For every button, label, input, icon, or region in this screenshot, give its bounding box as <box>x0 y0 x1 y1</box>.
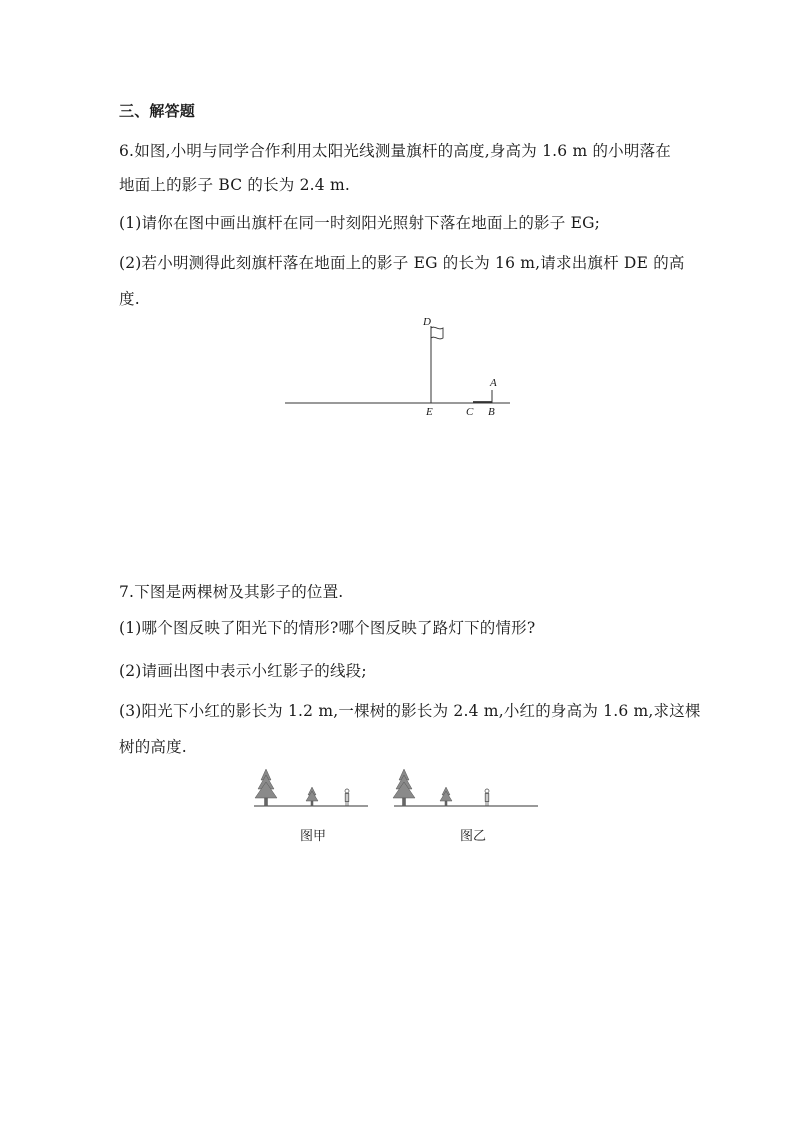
figure-b-caption: 图乙 <box>460 829 487 844</box>
section-title: 三、解答题 <box>119 102 196 120</box>
q7-figure-b <box>390 764 542 810</box>
q6-line-2: 地面上的影子 BC 的长为 2.4 m. <box>119 176 351 194</box>
tree-icon <box>393 769 415 806</box>
tree-icon <box>306 787 318 806</box>
person-icon <box>345 789 349 806</box>
flag-icon <box>431 327 443 339</box>
q6-flagpole-figure <box>280 312 520 422</box>
q6-part-2-line-2: 度. <box>119 290 140 308</box>
tree-icon <box>255 769 277 806</box>
figure-a-caption: 图甲 <box>300 829 327 844</box>
label-e: E <box>426 406 433 418</box>
q7-line-1: 7.下图是两棵树及其影子的位置. <box>119 583 344 601</box>
label-d: D <box>423 316 431 328</box>
q7-part-3-line-2: 树的高度. <box>119 738 187 756</box>
tree-icon <box>440 787 452 806</box>
label-b: B <box>488 406 495 418</box>
q7-part-2: (2)请画出图中表示小红影子的线段; <box>119 662 367 680</box>
label-c: C <box>466 406 474 418</box>
person-icon <box>485 789 489 806</box>
q6-part-1: (1)请你在图中画出旗杆在同一时刻阳光照射下落在地面上的影子 EG; <box>119 214 601 232</box>
q6-line-1: 6.如图,小明与同学合作利用太阳光线测量旗杆的高度,身高为 1.6 m 的小明落在 <box>119 142 671 160</box>
q6-part-2-line-1: (2)若小明测得此刻旗杆落在地面上的影子 EG 的长为 16 m,请求出旗杆 DE 的高 <box>119 254 685 272</box>
q7-part-1: (1)哪个图反映了阳光下的情形?哪个图反映了路灯下的情形? <box>119 619 536 637</box>
q7-part-3-line-1: (3)阳光下小红的影长为 1.2 m,一棵树的影长为 2.4 m,小红的身高为 1.6 m,求这棵 <box>119 702 701 720</box>
q7-figure-a <box>250 764 370 810</box>
label-a: A <box>490 377 497 389</box>
